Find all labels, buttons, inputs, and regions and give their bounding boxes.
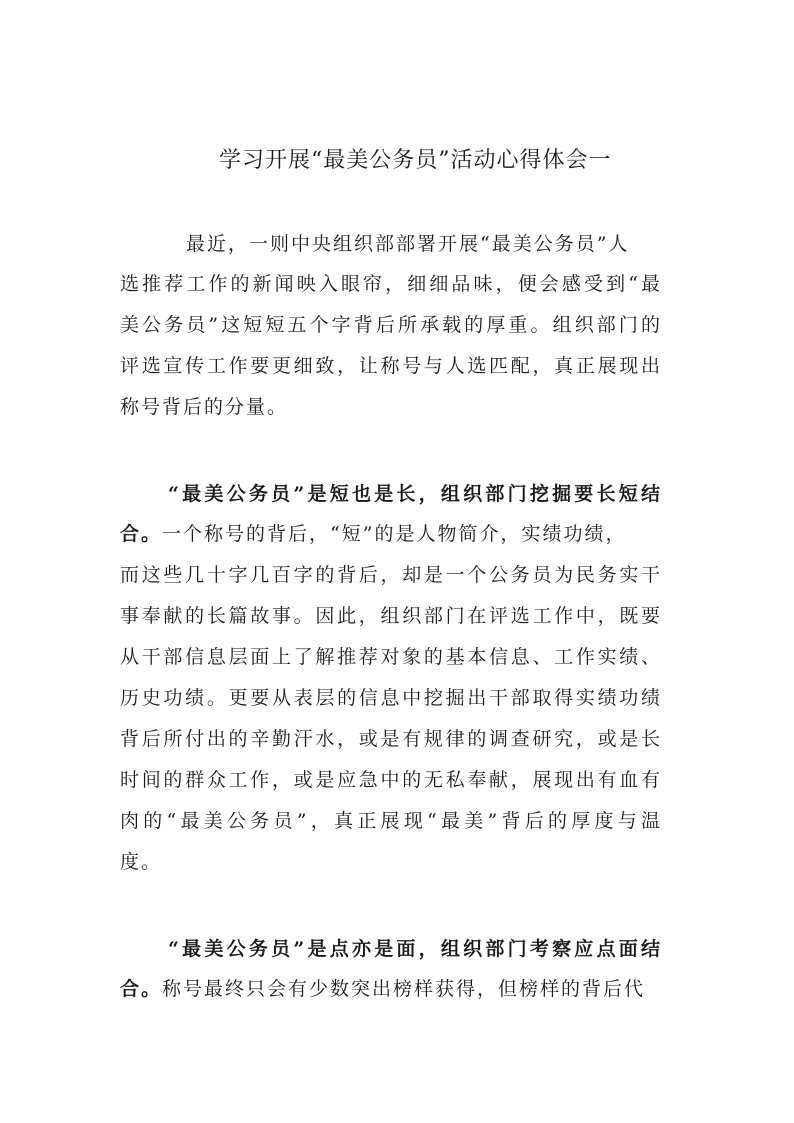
paragraph-2-text: 一个称号的背后，“短”的是人物简介，实绩功绩， <box>162 523 627 545</box>
paragraph-2-line-3: 事奉献的长篇故事。因此，组织部门在评选工作中，既要 <box>120 605 660 627</box>
paragraph-2-lead-bold-cont: 合。 <box>120 523 163 545</box>
paragraph-3-lead-bold: “最美公务员”是点亦是面，组织部门考察应点面结 <box>168 938 660 960</box>
paragraph-2-line-9: 度。 <box>120 851 163 873</box>
paragraph-2-lead-bold: “最美公务员”是短也是长，组织部门挖掘要长短结 <box>168 483 660 505</box>
paragraph-1-line-3: 美公务员”这短短五个字背后所承载的厚重。组织部门的 <box>120 314 660 336</box>
paragraph-3-line-1 <box>120 976 660 1002</box>
paragraph-2-line-6: 背后所付出的辛勤汗水，或是有规律的调查研究，或是长 <box>120 728 660 750</box>
paragraph-2-line-7: 时间的群众工作，或是应急中的无私奉献，展现出有血有 <box>120 769 660 791</box>
document-title: 学习开展“最美公务员”活动心得体会一 <box>219 148 612 173</box>
paragraph-2-line-4: 从干部信息层面上了解推荐对象的基本信息、工作实绩、 <box>120 646 660 668</box>
paragraph-2-line-2: 而这些几十字几百字的背后，却是一个公务员为民务实干 <box>120 564 660 586</box>
paragraph-3-lead-bold-cont: 合。 <box>120 978 163 1000</box>
paragraph-1-line-5: 称号背后的分量。 <box>120 396 289 418</box>
paragraph-1-line-2: 选推荐工作的新闻映入眼帘，细细品味，便会感受到“最 <box>120 273 660 295</box>
paragraph-2-line-1 <box>120 521 660 547</box>
paragraph-1-line-1: 最近，一则中央组织部部署开展“最美公务员”人 <box>186 233 630 255</box>
paragraph-2-line-8: 肉的“最美公务员”，真正展现“最美”背后的厚度与温 <box>120 810 660 832</box>
paragraph-2-line-5: 历史功绩。更要从表层的信息中挖掘出干部取得实绩功绩 <box>120 687 660 709</box>
paragraph-3-text: 称号最终只会有少数突出榜样获得，但榜样的背后代 <box>162 978 646 1000</box>
paragraph-1-line-4: 评选宣传工作要更细致，让称号与人选匹配，真正展现出 <box>120 355 660 377</box>
